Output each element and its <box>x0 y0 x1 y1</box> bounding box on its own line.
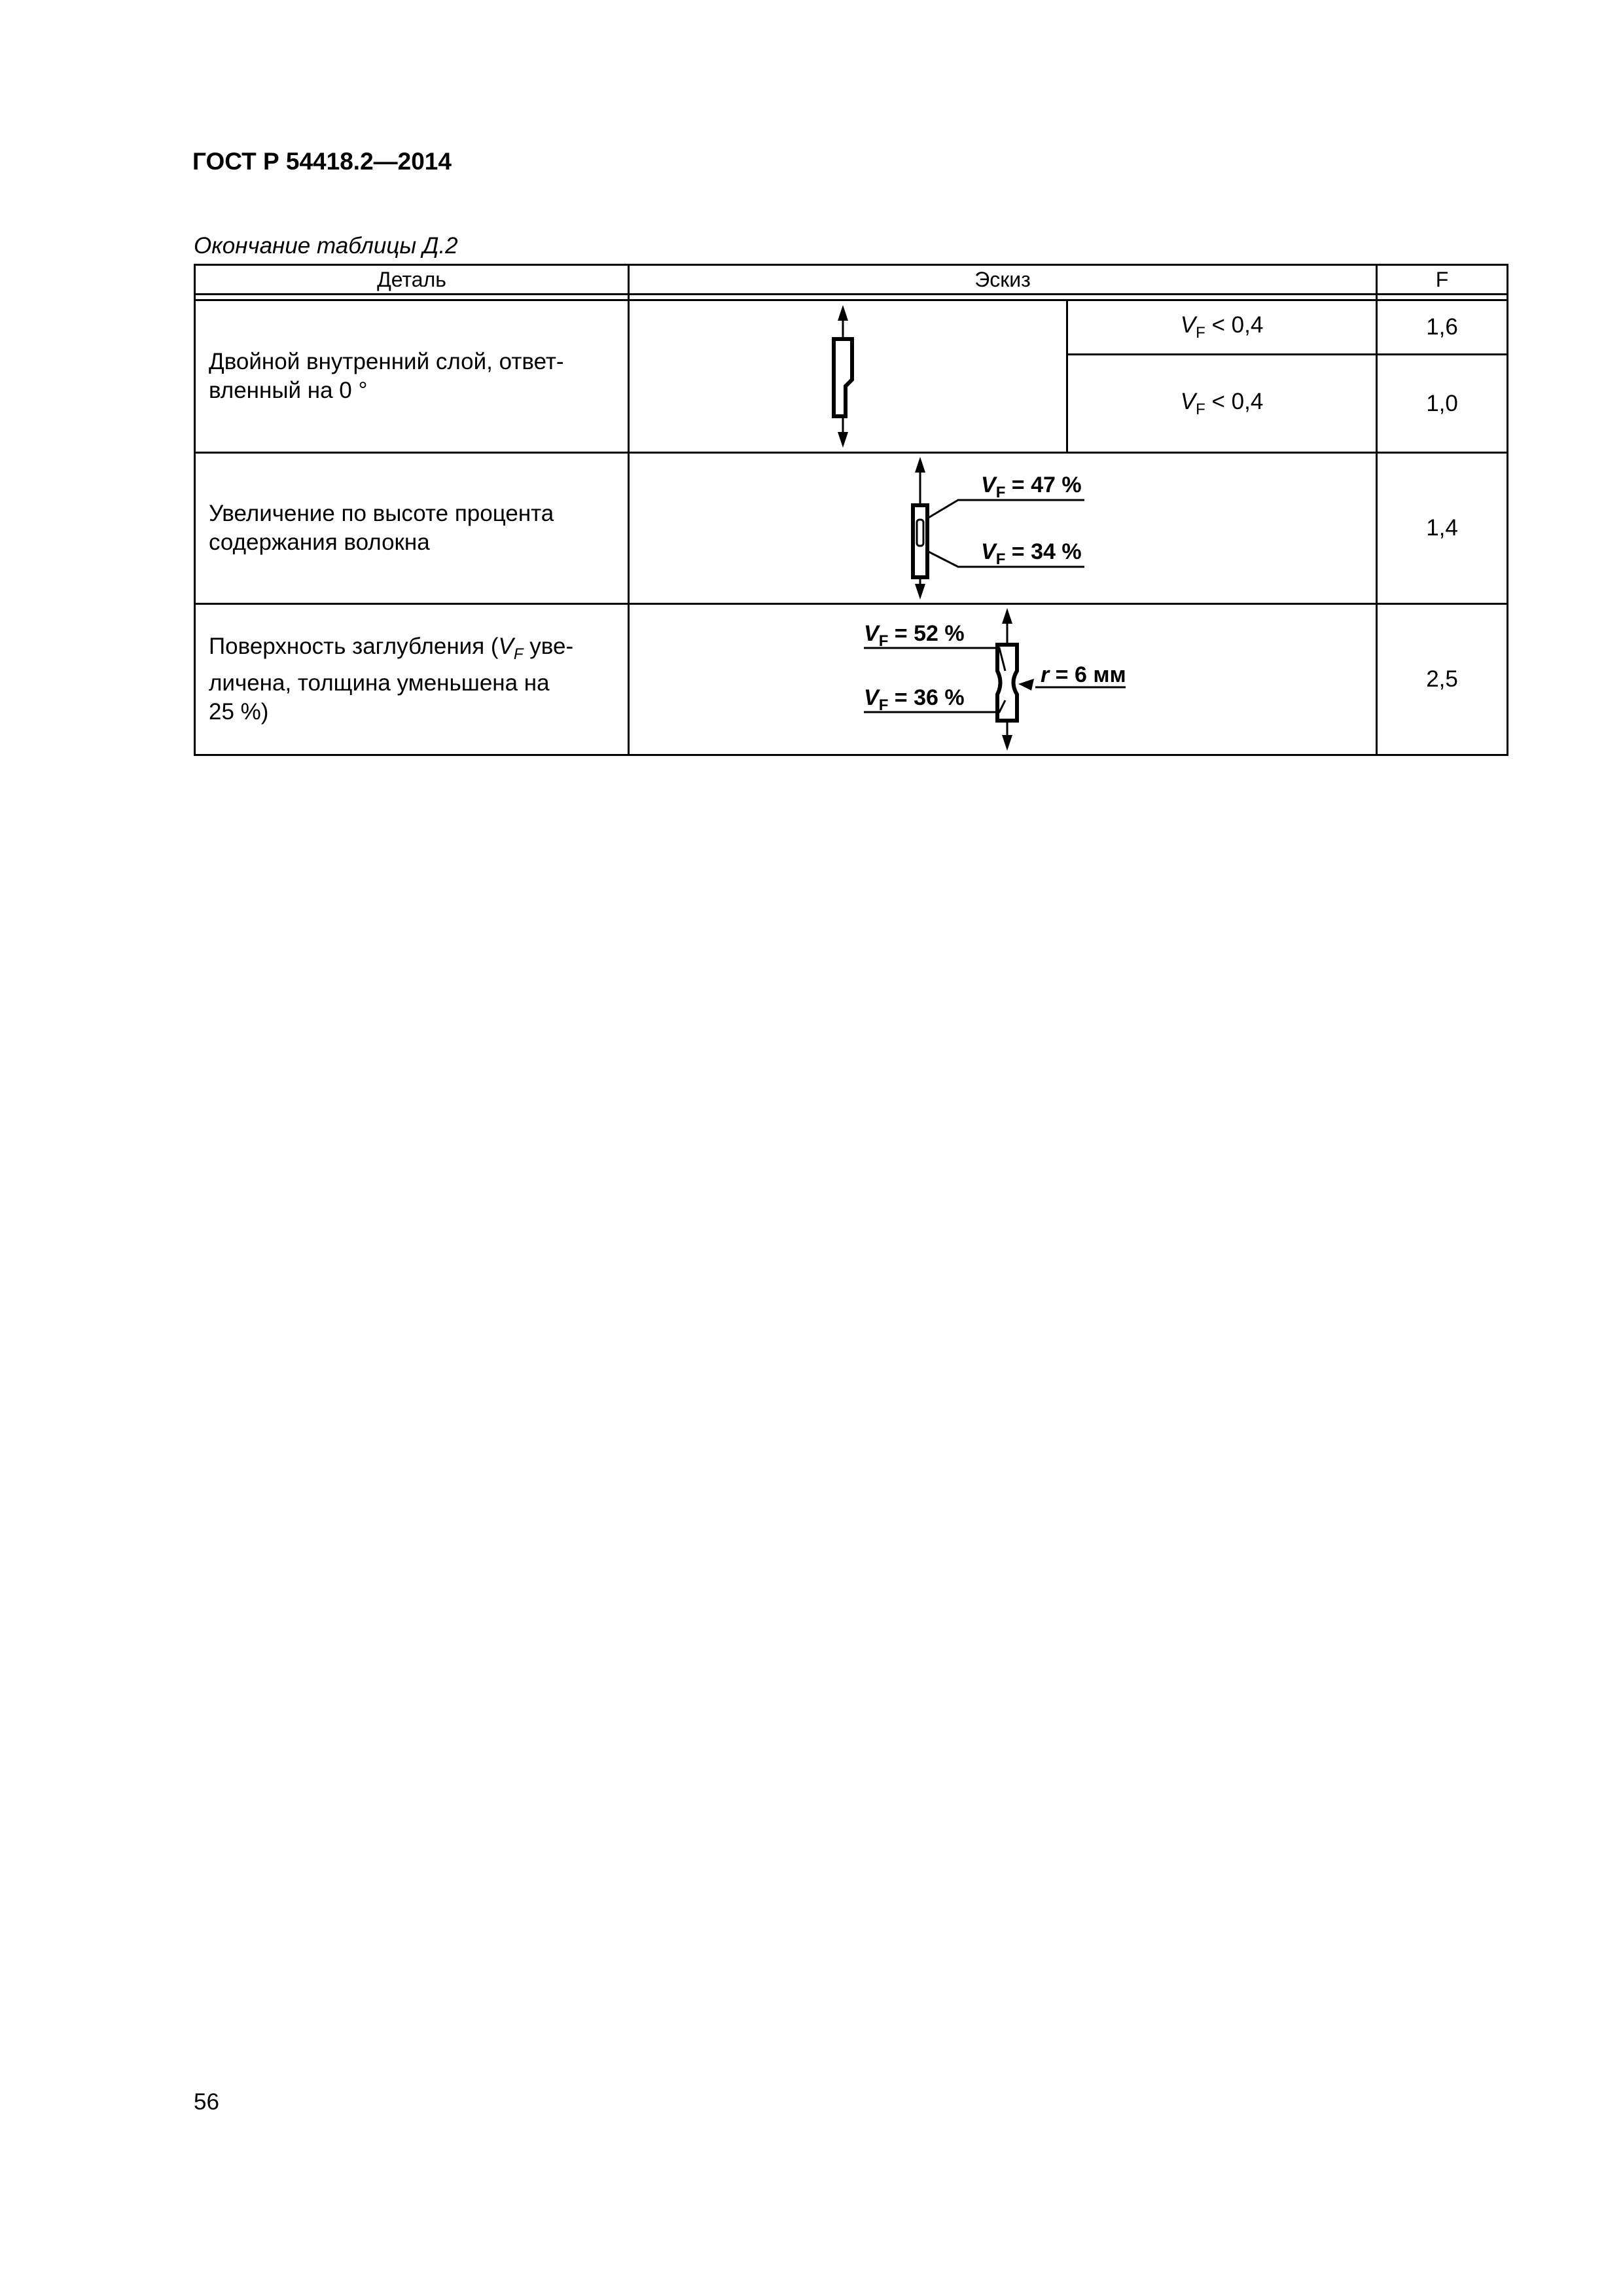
recess-label-bottom: $V_F = 36$ % <box>864 685 965 714</box>
column-header-f: F <box>1377 265 1508 295</box>
detail-cell: Двойной внутренний слой, ответ- вленный на 0 ° <box>195 300 629 453</box>
sketch-cell <box>629 453 1377 604</box>
recess-label-top: $V_F = 52$ % <box>864 621 965 650</box>
condition-cell: $V_F < 0,4$ <box>1067 355 1377 453</box>
f-value: 1,0 <box>1377 355 1508 453</box>
recess-surface-sketch <box>630 605 1374 753</box>
f-value: 1,4 <box>1377 453 1508 604</box>
fiber-label-bottom: $V_F = 34$ % <box>981 539 1082 568</box>
table-row <box>195 604 1508 755</box>
page-number: 56 <box>194 2089 219 2115</box>
table-header-row <box>195 265 1508 295</box>
sketch-cell <box>629 300 1067 453</box>
table-caption: Окончание таблицы Д.2 <box>194 233 458 259</box>
column-header-detail: Деталь <box>195 265 629 295</box>
fiber-height-sketch <box>630 454 1374 602</box>
document-header: ГОСТ Р 54418.2—2014 <box>192 148 452 175</box>
table-row <box>195 453 1508 604</box>
column-header-sketch: Эскиз <box>629 265 1377 295</box>
double-inner-layer-sketch <box>630 301 1064 452</box>
fiber-label-top: $V_F = 47$ % <box>981 473 1082 501</box>
header-separator <box>195 295 1508 300</box>
table-row <box>195 300 1508 355</box>
detail-cell: Поверхность заглубления ($V_F$ уве- личена, толщина уменьшена на 25 %) <box>195 604 629 755</box>
detail-cell: Увеличение по высоте процента содержания волокна <box>195 453 629 604</box>
f-value: 2,5 <box>1377 604 1508 755</box>
f-value: 1,6 <box>1377 300 1508 355</box>
parts-table <box>194 264 1508 756</box>
radius-label: r = 6 мм <box>1041 662 1126 687</box>
condition-cell: $V_F < 0,4$ <box>1067 300 1377 355</box>
sketch-cell <box>629 604 1377 755</box>
